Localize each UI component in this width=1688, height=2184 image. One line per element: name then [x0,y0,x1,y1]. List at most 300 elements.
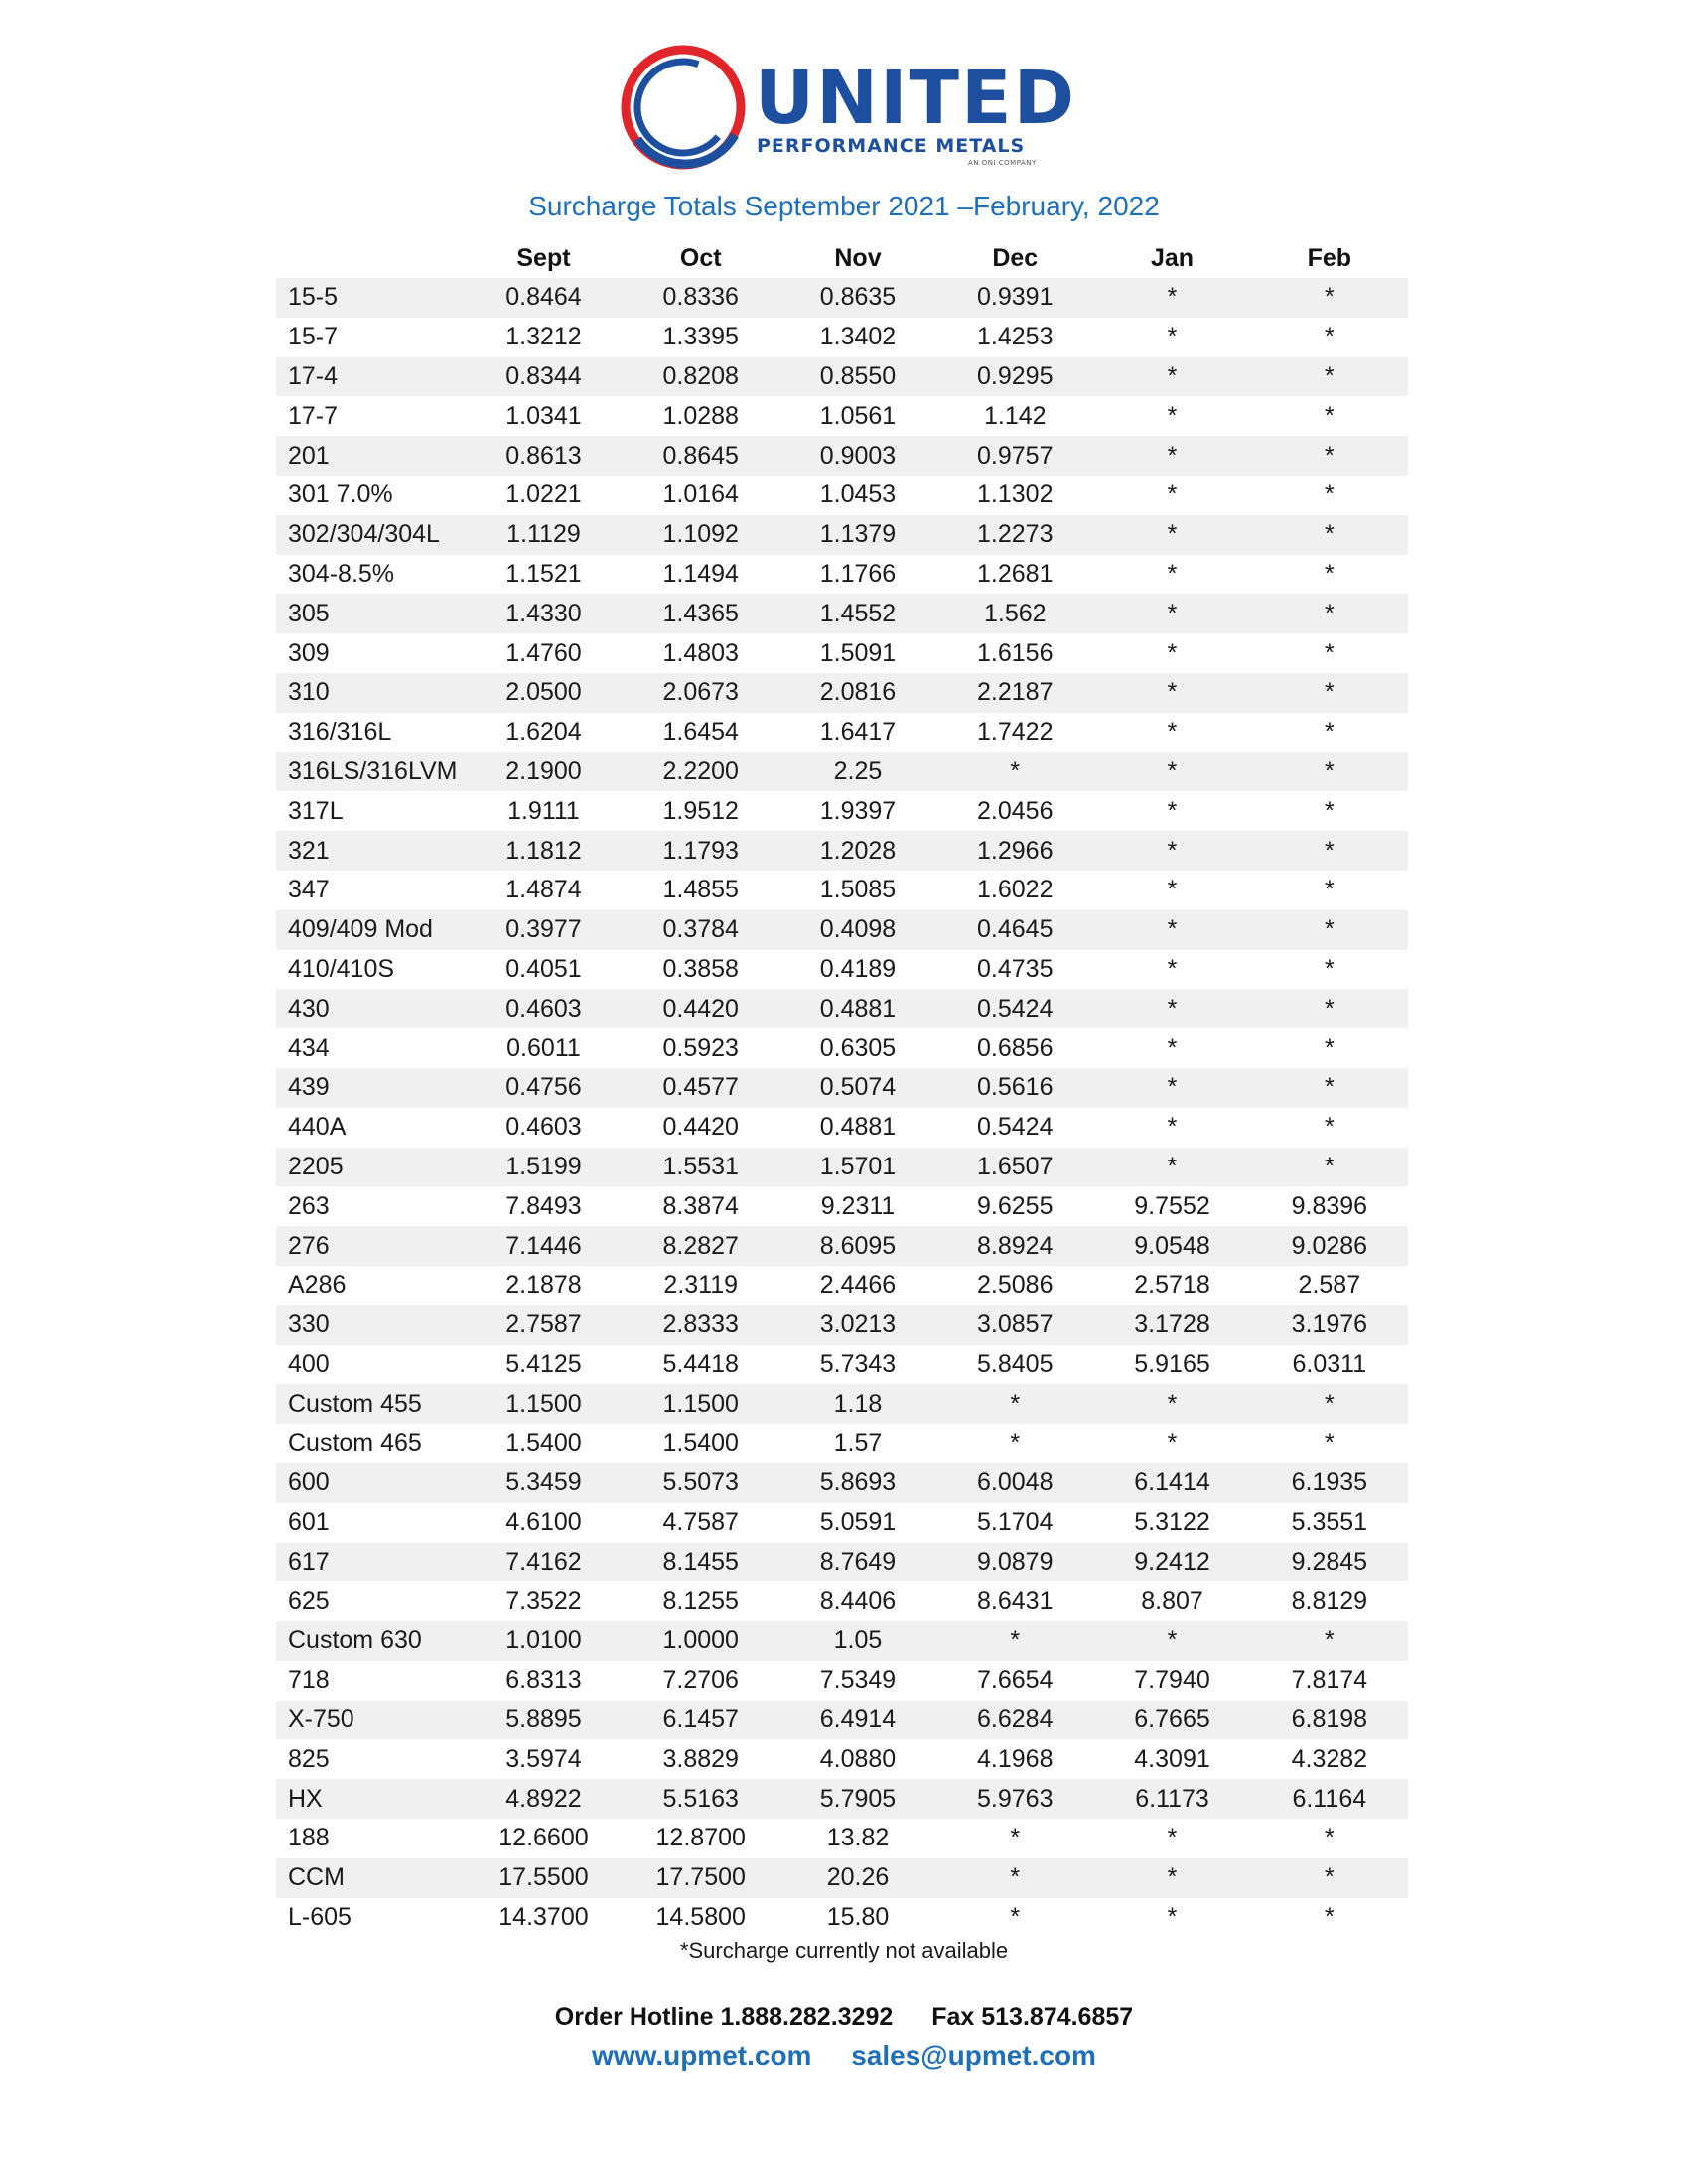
table-header-row [276,238,1408,278]
surcharge-value-cell: 6.1935 [1251,1463,1408,1503]
surcharge-value-cell: 0.8645 [623,436,779,476]
surcharge-value-cell: * [1251,791,1408,831]
table-row [276,1226,1408,1266]
alloy-name-cell: X-750 [276,1701,465,1740]
surcharge-value-cell: 1.2681 [936,555,1093,595]
surcharge-value-cell: 9.7552 [1093,1186,1250,1226]
surcharge-value-cell: 5.1704 [936,1503,1093,1543]
surcharge-value-cell: * [1093,357,1250,397]
surcharge-value-cell: 6.8198 [1251,1701,1408,1740]
page-title: Surcharge Totals September 2021 –February, 2022 [528,191,1160,221]
surcharge-value-cell: 0.4577 [623,1068,779,1108]
surcharge-value-cell: 1.0100 [465,1621,622,1661]
surcharge-value-cell: 1.562 [936,594,1093,633]
surcharge-value-cell: * [1251,357,1408,397]
surcharge-value-cell: 8.2827 [623,1226,779,1266]
surcharge-value-cell: 0.8344 [465,357,622,397]
surcharge-value-cell: * [1251,1621,1408,1661]
surcharge-value-cell: * [1251,1898,1408,1938]
surcharge-value-cell: * [1093,713,1250,752]
surcharge-value-cell: 1.3212 [465,318,622,357]
alloy-name-cell: 600 [276,1463,465,1503]
table-row [276,318,1408,357]
surcharge-value-cell: 1.1379 [779,515,936,555]
company-logo [616,40,1077,179]
surcharge-value-cell: * [1251,515,1408,555]
column-header-dec: Dec [992,243,1039,272]
surcharge-value-cell: 1.0341 [465,396,622,436]
surcharge-value-cell: 9.0286 [1251,1226,1408,1266]
surcharge-value-cell: * [1093,831,1250,871]
alloy-name-cell: 601 [276,1503,465,1543]
surcharge-value-cell: * [936,1384,1093,1424]
surcharge-value-cell: 5.3551 [1251,1503,1408,1543]
surcharge-value-cell: * [1093,633,1250,673]
surcharge-value-cell: 0.4735 [936,950,1093,990]
surcharge-value-cell: 9.2412 [1093,1543,1250,1582]
surcharge-value-cell: 0.4603 [465,1108,622,1148]
alloy-name-cell: 17-4 [276,357,465,397]
surcharge-value-cell: 2.0456 [936,791,1093,831]
alloy-name-cell: 316LS/316LVM [276,752,465,792]
surcharge-value-cell: 1.4253 [936,318,1093,357]
table-row [276,278,1408,318]
surcharge-value-cell: 14.5800 [623,1898,779,1938]
surcharge-value-cell: * [1093,1068,1250,1108]
table-row [276,673,1408,713]
alloy-name-cell: 15-7 [276,318,465,357]
email-link[interactable]: sales@upmet.com [851,2040,1096,2071]
surcharge-value-cell: * [1093,910,1250,950]
surcharge-value-cell: 0.6305 [779,1028,936,1068]
table-row [276,1621,1408,1661]
surcharge-value-cell: 0.8336 [623,278,779,318]
surcharge-value-cell: 1.5701 [779,1148,936,1187]
table-row [276,1028,1408,1068]
surcharge-value-cell: 0.8635 [779,278,936,318]
surcharge-value-cell: * [936,1621,1093,1661]
surcharge-value-cell: 1.0164 [623,476,779,515]
table-row [276,1898,1408,1938]
surcharge-value-cell: 0.3858 [623,950,779,990]
surcharge-value-cell: 8.6431 [936,1581,1093,1621]
surcharge-value-cell: 3.1728 [1093,1305,1250,1345]
alloy-name-cell: 15-5 [276,278,465,318]
table-row [276,1068,1408,1108]
table-row [276,1305,1408,1345]
website-link[interactable]: www.upmet.com [592,2040,812,2071]
surcharge-value-cell: * [1251,594,1408,633]
surcharge-value-cell: * [1251,910,1408,950]
surcharge-value-cell: * [1251,1068,1408,1108]
table-row [276,1779,1408,1819]
surcharge-value-cell: 1.1494 [623,555,779,595]
surcharge-value-cell: 4.3282 [1251,1739,1408,1779]
surcharge-table-container [276,238,1408,1937]
surcharge-value-cell: 5.9763 [936,1779,1093,1819]
surcharge-value-cell: * [1251,396,1408,436]
surcharge-value-cell: 1.5091 [779,633,936,673]
surcharge-value-cell: 17.5500 [465,1858,622,1898]
table-row [276,357,1408,397]
alloy-name-cell: 400 [276,1345,465,1385]
surcharge-value-cell: 1.0561 [779,396,936,436]
surcharge-value-cell: 0.4420 [623,1108,779,1148]
surcharge-value-cell: * [1093,436,1250,476]
surcharge-value-cell: 1.5199 [465,1148,622,1187]
table-row [276,871,1408,910]
surcharge-value-cell: 8.8924 [936,1226,1093,1266]
surcharge-value-cell: * [1251,476,1408,515]
alloy-name-cell: CCM [276,1858,465,1898]
surcharge-value-cell: * [1251,1148,1408,1187]
surcharge-value-cell: 2.2200 [623,752,779,792]
surcharge-value-cell: 9.2845 [1251,1543,1408,1582]
surcharge-value-cell: 3.0213 [779,1305,936,1345]
surcharge-value-cell: 15.80 [779,1898,936,1938]
surcharge-value-cell: 1.57 [779,1424,936,1463]
surcharge-value-cell: 5.7905 [779,1779,936,1819]
surcharge-value-cell: 3.1976 [1251,1305,1408,1345]
surcharge-value-cell: 4.3091 [1093,1739,1250,1779]
web-links [0,2040,1688,2072]
surcharge-value-cell: * [1251,1384,1408,1424]
alloy-name-cell: 201 [276,436,465,476]
surcharge-value-cell: * [1251,1108,1408,1148]
surcharge-value-cell: 0.5616 [936,1068,1093,1108]
alloy-name-cell: 617 [276,1543,465,1582]
surcharge-value-cell: 0.4189 [779,950,936,990]
surcharge-value-cell: 2.25 [779,752,936,792]
table-row [276,1463,1408,1503]
surcharge-value-cell: 5.8405 [936,1345,1093,1385]
column-header-nov: Nov [834,243,882,272]
surcharge-value-cell: * [1093,396,1250,436]
surcharge-value-cell: 2.1900 [465,752,622,792]
surcharge-value-cell: 1.9111 [465,791,622,831]
surcharge-value-cell: 0.8464 [465,278,622,318]
surcharge-value-cell: 0.8613 [465,436,622,476]
order-hotline: Order Hotline 1.888.282.3292 [554,2003,894,2031]
surcharge-value-cell: 6.4914 [779,1701,936,1740]
surcharge-value-cell: 5.9165 [1093,1345,1250,1385]
surcharge-value-cell: 1.6507 [936,1148,1093,1187]
surcharge-value-cell: 4.8922 [465,1779,622,1819]
surcharge-value-cell: 2.8333 [623,1305,779,1345]
alloy-name-cell: 718 [276,1661,465,1701]
surcharge-value-cell: 0.4756 [465,1068,622,1108]
surcharge-value-cell: 1.18 [779,1384,936,1424]
surcharge-value-cell: 5.3122 [1093,1503,1250,1543]
surcharge-value-cell: 0.5424 [936,1108,1093,1148]
surcharge-value-cell: 6.0048 [936,1463,1093,1503]
surcharge-value-cell: 1.2028 [779,831,936,871]
surcharge-value-cell: 8.6095 [779,1226,936,1266]
alloy-name-cell: 305 [276,594,465,633]
surcharge-value-cell: 8.3874 [623,1186,779,1226]
alloy-name-cell: 321 [276,831,465,871]
surcharge-value-cell: 1.5400 [623,1424,779,1463]
surcharge-value-cell: 6.1457 [623,1701,779,1740]
table-row [276,910,1408,950]
surcharge-value-cell: * [1093,594,1250,633]
alloy-name-cell: 2205 [276,1148,465,1187]
surcharge-value-cell: * [1093,989,1250,1028]
surcharge-value-cell: 4.0880 [779,1739,936,1779]
surcharge-value-cell: 0.9003 [779,436,936,476]
table-row [276,436,1408,476]
alloy-name-cell: 625 [276,1581,465,1621]
surcharge-value-cell: 8.807 [1093,1581,1250,1621]
surcharge-value-cell: 8.8129 [1251,1581,1408,1621]
table-row [276,515,1408,555]
alloy-name-cell: 317L [276,791,465,831]
alloy-name-cell: 304-8.5% [276,555,465,595]
surcharge-value-cell: 0.4051 [465,950,622,990]
alloy-name-cell: 410/410S [276,950,465,990]
column-header-feb: Feb [1307,243,1352,272]
surcharge-value-cell: 7.6654 [936,1661,1093,1701]
table-row [276,1384,1408,1424]
surcharge-value-cell: 4.6100 [465,1503,622,1543]
fax-number: Fax 513.874.6857 [931,2003,1134,2031]
surcharge-value-cell: 1.6204 [465,713,622,752]
surcharge-value-cell: 6.1164 [1251,1779,1408,1819]
surcharge-value-cell: 12.6600 [465,1819,622,1858]
alloy-name-cell: 825 [276,1739,465,1779]
surcharge-value-cell: 6.7665 [1093,1701,1250,1740]
alloy-name-cell: Custom 465 [276,1424,465,1463]
surcharge-value-cell: 1.7422 [936,713,1093,752]
surcharge-value-cell: 2.1878 [465,1266,622,1305]
alloy-name-cell: 316/316L [276,713,465,752]
surcharge-value-cell: * [1093,1028,1250,1068]
surcharge-value-cell: 2.3119 [623,1266,779,1305]
surcharge-value-cell: 2.4466 [779,1266,936,1305]
surcharge-value-cell: 7.4162 [465,1543,622,1582]
table-row [276,950,1408,990]
surcharge-value-cell: 2.587 [1251,1266,1408,1305]
alloy-name-cell: 440A [276,1108,465,1148]
surcharge-value-cell: 1.1812 [465,831,622,871]
table-row [276,1266,1408,1305]
column-header-alloy [276,238,465,278]
logo-ring-icon [616,40,755,179]
alloy-name-cell: A286 [276,1266,465,1305]
surcharge-value-cell: * [1093,1858,1250,1898]
alloy-name-cell: 347 [276,871,465,910]
surcharge-value-cell: 9.8396 [1251,1186,1408,1226]
surcharge-value-cell: * [1093,752,1250,792]
surcharge-value-cell: 1.1092 [623,515,779,555]
surcharge-value-cell: * [1093,278,1250,318]
surcharge-value-cell: * [1251,1819,1408,1858]
surcharge-value-cell: 9.2311 [779,1186,936,1226]
surcharge-value-cell: 1.0221 [465,476,622,515]
alloy-name-cell: 330 [276,1305,465,1345]
alloy-name-cell: 276 [276,1226,465,1266]
surcharge-value-cell: 7.3522 [465,1581,622,1621]
surcharge-value-cell: * [936,752,1093,792]
surcharge-value-cell: 0.8550 [779,357,936,397]
surcharge-value-cell: 6.1173 [1093,1779,1250,1819]
surcharge-value-cell: * [1251,752,1408,792]
alloy-name-cell: 17-7 [276,396,465,436]
surcharge-value-cell: 1.1129 [465,515,622,555]
surcharge-value-cell: * [1251,318,1408,357]
surcharge-value-cell: 1.1500 [623,1384,779,1424]
surcharge-value-cell: 0.9295 [936,357,1093,397]
surcharge-value-cell: 8.1455 [623,1543,779,1582]
surcharge-value-cell: 1.1500 [465,1384,622,1424]
surcharge-value-cell: 1.0000 [623,1621,779,1661]
surcharge-value-cell: 2.5718 [1093,1266,1250,1305]
table-row [276,594,1408,633]
alloy-name-cell: 309 [276,633,465,673]
table-row [276,396,1408,436]
surcharge-value-cell: 12.8700 [623,1819,779,1858]
surcharge-value-cell: 0.3977 [465,910,622,950]
surcharge-value-cell: 1.6454 [623,713,779,752]
table-row [276,752,1408,792]
table-row [276,1739,1408,1779]
alloy-name-cell: Custom 630 [276,1621,465,1661]
surcharge-value-cell: 2.7587 [465,1305,622,1345]
surcharge-value-cell: 0.4645 [936,910,1093,950]
table-row [276,1543,1408,1582]
surcharge-value-cell: 1.3402 [779,318,936,357]
surcharge-value-cell: 1.5531 [623,1148,779,1187]
surcharge-value-cell: 8.4406 [779,1581,936,1621]
table-row [276,989,1408,1028]
surcharge-value-cell: * [1093,791,1250,831]
surcharge-value-cell: 5.4418 [623,1345,779,1385]
table-row [276,1503,1408,1543]
table-row [276,1858,1408,1898]
table-row [276,555,1408,595]
surcharge-value-cell: 1.4365 [623,594,779,633]
surcharge-value-cell: * [1093,1424,1250,1463]
surcharge-value-cell: * [936,1819,1093,1858]
surcharge-value-cell: 1.5085 [779,871,936,910]
surcharge-value-cell: 5.3459 [465,1463,622,1503]
alloy-name-cell: 430 [276,989,465,1028]
surcharge-value-cell: 1.1302 [936,476,1093,515]
surcharge-value-cell: 5.0591 [779,1503,936,1543]
surcharge-value-cell: 0.3784 [623,910,779,950]
surcharge-value-cell: 0.9757 [936,436,1093,476]
surcharge-value-cell: 7.8174 [1251,1661,1408,1701]
surcharge-value-cell: 5.8693 [779,1463,936,1503]
table-row [276,1661,1408,1701]
table-row [276,1186,1408,1226]
surcharge-value-cell: * [1093,673,1250,713]
surcharge-value-cell: * [936,1424,1093,1463]
surcharge-value-cell: * [1093,1384,1250,1424]
surcharge-value-cell: * [1251,713,1408,752]
surcharge-value-cell: * [1093,950,1250,990]
surcharge-value-cell: 0.5923 [623,1028,779,1068]
surcharge-value-cell: * [1251,989,1408,1028]
surcharge-value-cell: 17.7500 [623,1858,779,1898]
table-body [276,278,1408,1937]
table-row [276,1424,1408,1463]
surcharge-value-cell: 0.4603 [465,989,622,1028]
surcharge-value-cell: 3.0857 [936,1305,1093,1345]
surcharge-value-cell: 1.6022 [936,871,1093,910]
surcharge-value-cell: * [1251,436,1408,476]
surcharge-value-cell: 1.05 [779,1621,936,1661]
surcharge-value-cell: 6.6284 [936,1701,1093,1740]
surcharge-value-cell: 8.1255 [623,1581,779,1621]
surcharge-value-cell: 5.5073 [623,1463,779,1503]
surcharge-value-cell: 0.6856 [936,1028,1093,1068]
surcharge-value-cell: 0.4881 [779,989,936,1028]
surcharge-value-cell: 20.26 [779,1858,936,1898]
surcharge-value-cell: 5.5163 [623,1779,779,1819]
surcharge-value-cell: * [1093,1819,1250,1858]
surcharge-value-cell: 7.8493 [465,1186,622,1226]
surcharge-value-cell: 4.7587 [623,1503,779,1543]
alloy-name-cell: L-605 [276,1898,465,1938]
surcharge-value-cell: * [1251,950,1408,990]
surcharge-value-cell: 2.0500 [465,673,622,713]
logo-tagline: AN ONI COMPANY [968,159,1037,167]
surcharge-value-cell: 1.1521 [465,555,622,595]
surcharge-value-cell: 1.4874 [465,871,622,910]
surcharge-value-cell: * [1093,871,1250,910]
table-row [276,1701,1408,1740]
surcharge-value-cell: 0.8208 [623,357,779,397]
surcharge-value-cell: 1.2273 [936,515,1093,555]
surcharge-value-cell: 1.142 [936,396,1093,436]
surcharge-value-cell: 7.5349 [779,1661,936,1701]
surcharge-value-cell: 1.6156 [936,633,1093,673]
alloy-name-cell: 263 [276,1186,465,1226]
surcharge-value-cell: 1.4330 [465,594,622,633]
surcharge-value-cell: 1.6417 [779,713,936,752]
surcharge-value-cell: 1.2966 [936,831,1093,871]
surcharge-value-cell: * [936,1898,1093,1938]
surcharge-value-cell: 1.1766 [779,555,936,595]
surcharge-value-cell: 13.82 [779,1819,936,1858]
surcharge-value-cell: 9.6255 [936,1186,1093,1226]
surcharge-value-cell: * [1251,555,1408,595]
surcharge-value-cell: * [1093,1621,1250,1661]
surcharge-value-cell: 7.1446 [465,1226,622,1266]
surcharge-value-cell: * [1251,1028,1408,1068]
contact-line [0,2003,1688,2032]
table-row [276,791,1408,831]
surcharge-value-cell: * [1093,476,1250,515]
surcharge-value-cell: 2.0816 [779,673,936,713]
alloy-name-cell: 301 7.0% [276,476,465,515]
surcharge-value-cell: 2.0673 [623,673,779,713]
surcharge-table [276,238,1408,1937]
alloy-name-cell: HX [276,1779,465,1819]
column-header-oct: Oct [679,243,722,272]
surcharge-value-cell: * [1251,1858,1408,1898]
surcharge-value-cell: 7.7940 [1093,1661,1250,1701]
surcharge-value-cell: 1.4760 [465,633,622,673]
table-row [276,633,1408,673]
alloy-name-cell: 434 [276,1028,465,1068]
surcharge-value-cell: * [1251,673,1408,713]
table-row [276,1345,1408,1385]
alloy-name-cell: 409/409 Mod [276,910,465,950]
surcharge-value-cell: 1.4552 [779,594,936,633]
table-row [276,1581,1408,1621]
